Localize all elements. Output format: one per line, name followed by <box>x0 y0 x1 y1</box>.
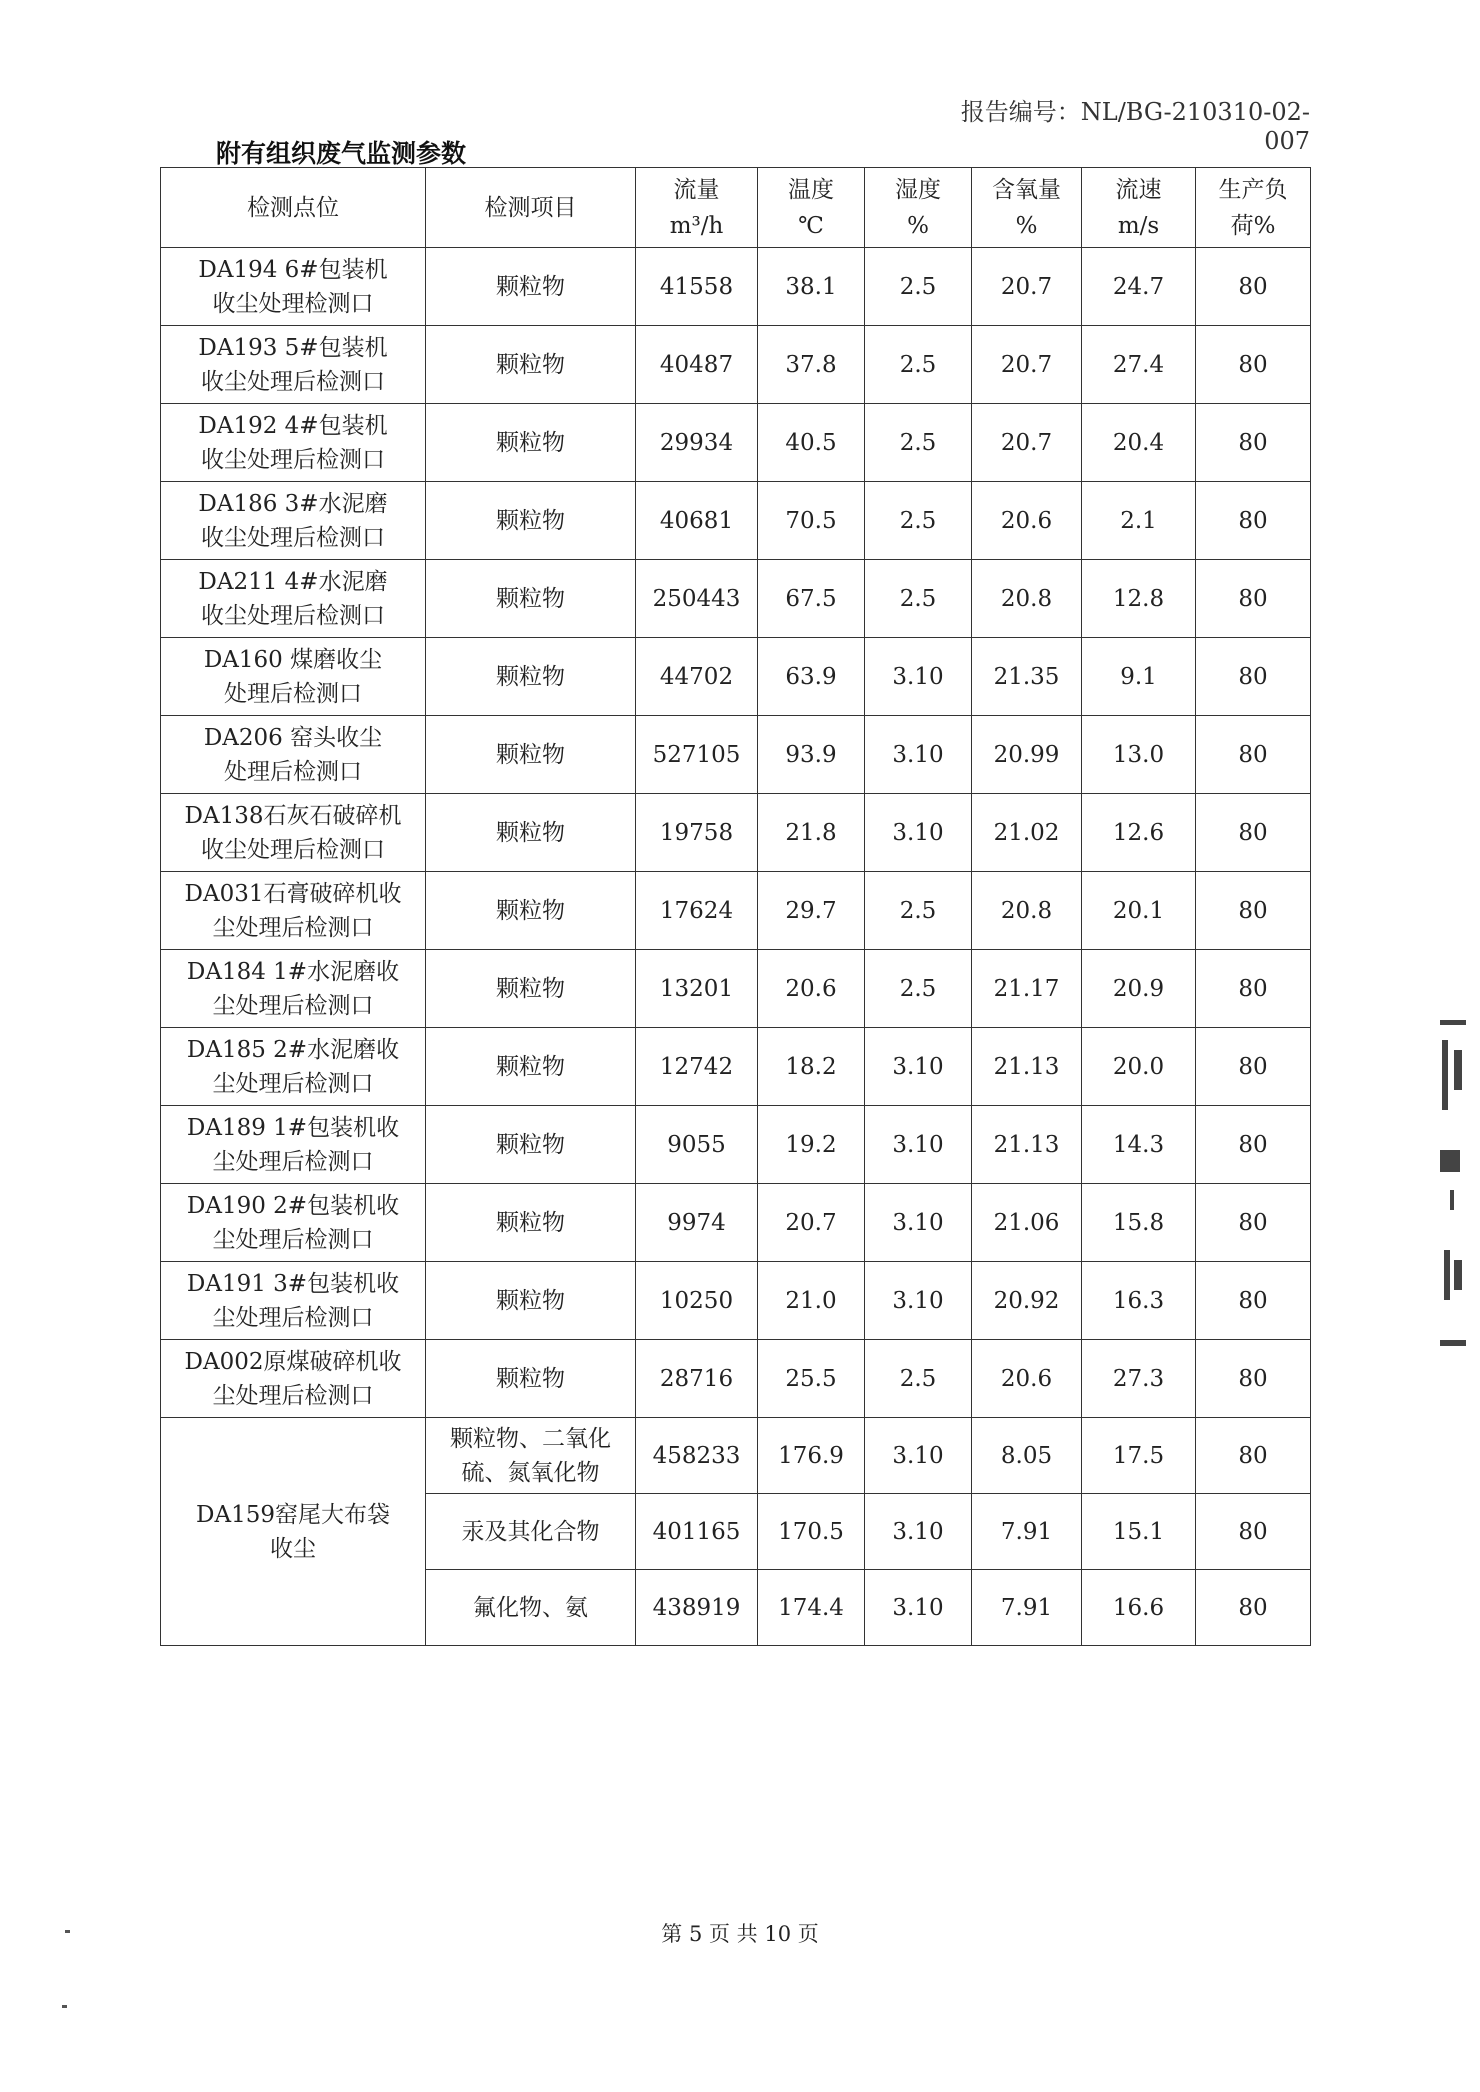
cell-point-line: 处理后检测口 <box>224 680 362 707</box>
cell-point <box>161 716 426 794</box>
cell-item <box>426 1418 636 1494</box>
cell-velocity: 16.3 <box>1082 1262 1196 1340</box>
table-row <box>161 1028 1311 1106</box>
cell-oxygen: 21.06 <box>972 1184 1082 1262</box>
cell-oxygen: 20.7 <box>972 248 1082 326</box>
cell-point <box>161 1028 426 1106</box>
cell-flow: 17624 <box>636 872 758 950</box>
cell-item-line: 汞及其化合物 <box>461 1518 600 1545</box>
cell-point-line: 尘处理后检测口 <box>212 1304 374 1331</box>
cell-point <box>161 1106 426 1184</box>
cell-humidity: 3.10 <box>865 1570 972 1646</box>
table-row <box>161 560 1311 638</box>
cell-oxygen: 21.17 <box>972 950 1082 1028</box>
cell-point-line: DA160 煤磨收尘 <box>203 646 383 673</box>
cell-flow: 29934 <box>636 404 758 482</box>
cell-oxygen: 8.05 <box>972 1418 1082 1494</box>
cell-oxygen: 20.7 <box>972 404 1082 482</box>
table-row <box>161 872 1311 950</box>
cell-temp: 21.0 <box>758 1262 865 1340</box>
cell-item: 颗粒物 <box>426 872 636 950</box>
cell-item-line: 颗粒物、二氧化 <box>450 1425 611 1452</box>
report-number: 报告编号：NL/BG-210310-02-007 <box>960 98 1310 155</box>
header-humidity-unit: % <box>907 212 929 239</box>
header-temp-label: 温度 <box>788 176 834 203</box>
cell-load: 80 <box>1196 716 1311 794</box>
cell-velocity: 27.3 <box>1082 1340 1196 1418</box>
cell-load: 80 <box>1196 1028 1311 1106</box>
cell-humidity: 2.5 <box>865 404 972 482</box>
cell-flow: 250443 <box>636 560 758 638</box>
cell-oxygen: 21.35 <box>972 638 1082 716</box>
cell-point-line: DA185 2#水泥磨收 <box>186 1036 400 1063</box>
header-flow <box>636 168 758 248</box>
cell-point-line: 尘处理后检测口 <box>212 1148 374 1175</box>
cell-load: 80 <box>1196 1418 1311 1494</box>
cell-flow: 28716 <box>636 1340 758 1418</box>
cell-point-line: 收尘处理后检测口 <box>201 446 385 473</box>
cell-item-line: 硫、氮氧化物 <box>461 1459 600 1486</box>
table-row <box>161 1106 1311 1184</box>
header-humidity <box>865 168 972 248</box>
cell-point-line: 收尘处理后检测口 <box>201 368 385 395</box>
cell-point-group-line: 收尘 <box>270 1535 316 1562</box>
cell-point-line: DA190 2#包装机收 <box>186 1192 400 1219</box>
cell-load: 80 <box>1196 326 1311 404</box>
table-row <box>161 404 1311 482</box>
cell-temp: 170.5 <box>758 1494 865 1570</box>
cell-point <box>161 326 426 404</box>
cell-item: 颗粒物 <box>426 1340 636 1418</box>
cell-temp: 19.2 <box>758 1106 865 1184</box>
header-flow-label: 流量 <box>673 176 720 203</box>
cell-humidity: 2.5 <box>865 248 972 326</box>
cell-oxygen: 20.8 <box>972 872 1082 950</box>
cell-temp: 70.5 <box>758 482 865 560</box>
cell-load: 80 <box>1196 1570 1311 1646</box>
cell-velocity: 12.6 <box>1082 794 1196 872</box>
header-temp <box>758 168 865 248</box>
cell-item <box>426 1494 636 1570</box>
cell-item: 颗粒物 <box>426 950 636 1028</box>
cell-velocity: 2.1 <box>1082 482 1196 560</box>
cell-humidity: 3.10 <box>865 1418 972 1494</box>
cell-velocity: 9.1 <box>1082 638 1196 716</box>
table-row <box>161 482 1311 560</box>
header-temp-unit: ℃ <box>798 212 824 239</box>
cell-item: 颗粒物 <box>426 1262 636 1340</box>
cell-velocity: 17.5 <box>1082 1418 1196 1494</box>
cell-temp: 93.9 <box>758 716 865 794</box>
cell-temp: 20.6 <box>758 950 865 1028</box>
cell-point-line: DA138石灰石破碎机 <box>184 802 402 829</box>
header-load <box>1196 168 1311 248</box>
cell-point <box>161 248 426 326</box>
cell-load: 80 <box>1196 482 1311 560</box>
cell-load: 80 <box>1196 1106 1311 1184</box>
cell-temp: 176.9 <box>758 1418 865 1494</box>
cell-flow: 40681 <box>636 482 758 560</box>
cell-point <box>161 560 426 638</box>
cell-velocity: 20.1 <box>1082 872 1196 950</box>
cell-point-group-line: DA159窑尾大布袋 <box>196 1501 390 1528</box>
cell-flow: 41558 <box>636 248 758 326</box>
table-row <box>161 950 1311 1028</box>
cell-flow: 44702 <box>636 638 758 716</box>
cell-temp: 25.5 <box>758 1340 865 1418</box>
cell-point <box>161 482 426 560</box>
cell-item: 颗粒物 <box>426 716 636 794</box>
cell-point-line: DA192 4#包装机 <box>198 412 388 439</box>
header-load-label-1: 生产负 <box>1218 176 1288 203</box>
cell-humidity: 2.5 <box>865 872 972 950</box>
cell-point <box>161 1184 426 1262</box>
table-row <box>161 794 1311 872</box>
header-humidity-label: 湿度 <box>895 176 941 203</box>
cell-humidity: 2.5 <box>865 1340 972 1418</box>
page-footer: 第 5 页 共 10 页 <box>661 1922 819 1946</box>
header-velocity <box>1082 168 1196 248</box>
cell-point-line: DA206 窑头收尘 <box>203 724 383 751</box>
table-row <box>161 716 1311 794</box>
cell-velocity: 20.0 <box>1082 1028 1196 1106</box>
cell-flow: 438919 <box>636 1570 758 1646</box>
cell-load: 80 <box>1196 1340 1311 1418</box>
cell-load: 80 <box>1196 1494 1311 1570</box>
cell-temp: 21.8 <box>758 794 865 872</box>
header-load-label-2: 荷% <box>1230 212 1276 239</box>
cell-point <box>161 1340 426 1418</box>
cell-velocity: 14.3 <box>1082 1106 1196 1184</box>
cell-item: 颗粒物 <box>426 560 636 638</box>
cell-load: 80 <box>1196 638 1311 716</box>
cell-velocity: 13.0 <box>1082 716 1196 794</box>
cell-oxygen: 20.92 <box>972 1262 1082 1340</box>
edge-seal-fragment <box>1440 1020 1470 1440</box>
cell-point-line: 收尘处理后检测口 <box>201 602 385 629</box>
cell-load: 80 <box>1196 872 1311 950</box>
header-oxygen-label: 含氧量 <box>992 176 1061 203</box>
cell-temp: 29.7 <box>758 872 865 950</box>
cell-humidity: 3.10 <box>865 1106 972 1184</box>
cell-flow: 401165 <box>636 1494 758 1570</box>
cell-point <box>161 950 426 1028</box>
header-oxygen <box>972 168 1082 248</box>
cell-point-group <box>161 1418 426 1646</box>
cell-humidity: 2.5 <box>865 326 972 404</box>
cell-item: 颗粒物 <box>426 404 636 482</box>
cell-humidity: 3.10 <box>865 1028 972 1106</box>
cell-item <box>426 1570 636 1646</box>
cell-flow: 10250 <box>636 1262 758 1340</box>
cell-point-line: 尘处理后检测口 <box>212 1226 374 1253</box>
cell-point-line: DA193 5#包装机 <box>198 334 388 361</box>
header-velocity-label: 流速 <box>1115 176 1162 203</box>
cell-velocity: 15.1 <box>1082 1494 1196 1570</box>
cell-oxygen: 21.02 <box>972 794 1082 872</box>
cell-oxygen: 21.13 <box>972 1106 1082 1184</box>
table-row <box>161 326 1311 404</box>
table-row <box>161 1340 1311 1418</box>
cell-oxygen: 20.6 <box>972 482 1082 560</box>
cell-temp: 40.5 <box>758 404 865 482</box>
table-row <box>161 248 1311 326</box>
cell-velocity: 20.4 <box>1082 404 1196 482</box>
monitoring-parameters-table <box>160 167 1311 1646</box>
cell-humidity: 3.10 <box>865 1262 972 1340</box>
cell-oxygen: 20.8 <box>972 560 1082 638</box>
cell-point-line: DA031石膏破碎机收 <box>184 880 402 907</box>
cell-flow: 19758 <box>636 794 758 872</box>
cell-point-line: 处理后检测口 <box>224 758 362 785</box>
cell-load: 80 <box>1196 404 1311 482</box>
cell-load: 80 <box>1196 794 1311 872</box>
cell-item: 颗粒物 <box>426 638 636 716</box>
cell-point <box>161 1262 426 1340</box>
cell-item-line: 氟化物、氨 <box>473 1594 588 1621</box>
cell-humidity: 3.10 <box>865 638 972 716</box>
cell-point-line: DA184 1#水泥磨收 <box>186 958 400 985</box>
cell-humidity: 3.10 <box>865 794 972 872</box>
cell-load: 80 <box>1196 1262 1311 1340</box>
cell-oxygen: 7.91 <box>972 1494 1082 1570</box>
cell-humidity: 2.5 <box>865 950 972 1028</box>
cell-load: 80 <box>1196 248 1311 326</box>
header-velocity-unit: m/s <box>1117 212 1160 239</box>
cell-flow: 9974 <box>636 1184 758 1262</box>
cell-point-line: 尘处理后检测口 <box>212 1382 374 1409</box>
cell-load: 80 <box>1196 1184 1311 1262</box>
cell-point-line: DA189 1#包装机收 <box>186 1114 400 1141</box>
cell-humidity: 2.5 <box>865 482 972 560</box>
cell-oxygen: 7.91 <box>972 1570 1082 1646</box>
cell-flow: 458233 <box>636 1418 758 1494</box>
cell-temp: 37.8 <box>758 326 865 404</box>
scan-speck <box>65 1930 70 1933</box>
cell-humidity: 3.10 <box>865 716 972 794</box>
cell-temp: 63.9 <box>758 638 865 716</box>
table-row <box>161 1418 1311 1494</box>
cell-point-line: DA194 6#包装机 <box>198 256 388 283</box>
cell-point-line: DA211 4#水泥磨 <box>198 568 388 595</box>
cell-load: 80 <box>1196 560 1311 638</box>
cell-temp: 174.4 <box>758 1570 865 1646</box>
cell-velocity: 16.6 <box>1082 1570 1196 1646</box>
cell-point <box>161 794 426 872</box>
cell-velocity: 24.7 <box>1082 248 1196 326</box>
cell-point-line: DA186 3#水泥磨 <box>198 490 388 517</box>
cell-flow: 9055 <box>636 1106 758 1184</box>
cell-flow: 40487 <box>636 326 758 404</box>
cell-temp: 67.5 <box>758 560 865 638</box>
header-oxygen-unit: % <box>1015 212 1038 239</box>
table-body <box>161 248 1311 1646</box>
cell-velocity: 27.4 <box>1082 326 1196 404</box>
header-flow-unit: m³/h <box>669 212 724 239</box>
table-header-row <box>161 168 1311 248</box>
cell-humidity: 3.10 <box>865 1494 972 1570</box>
cell-item: 颗粒物 <box>426 794 636 872</box>
cell-humidity: 3.10 <box>865 1184 972 1262</box>
table-row <box>161 638 1311 716</box>
cell-velocity: 15.8 <box>1082 1184 1196 1262</box>
cell-oxygen: 20.6 <box>972 1340 1082 1418</box>
cell-point-line: DA191 3#包装机收 <box>186 1270 400 1297</box>
cell-point-line: 收尘处理后检测口 <box>201 836 385 863</box>
cell-oxygen: 20.7 <box>972 326 1082 404</box>
cell-point <box>161 638 426 716</box>
cell-temp: 18.2 <box>758 1028 865 1106</box>
cell-item: 颗粒物 <box>426 482 636 560</box>
header-point: 检测点位 <box>161 168 426 248</box>
cell-item: 颗粒物 <box>426 1184 636 1262</box>
cell-point-line: 尘处理后检测口 <box>212 992 374 1019</box>
section-title: 附有组织废气监测参数 <box>216 139 467 168</box>
cell-flow: 527105 <box>636 716 758 794</box>
cell-point <box>161 872 426 950</box>
scan-speck <box>62 2005 67 2008</box>
cell-point <box>161 404 426 482</box>
cell-velocity: 12.8 <box>1082 560 1196 638</box>
cell-temp: 20.7 <box>758 1184 865 1262</box>
header-item: 检测项目 <box>426 168 636 248</box>
cell-humidity: 2.5 <box>865 560 972 638</box>
cell-oxygen: 20.99 <box>972 716 1082 794</box>
cell-point-line: 尘处理后检测口 <box>212 914 374 941</box>
cell-oxygen: 21.13 <box>972 1028 1082 1106</box>
cell-point-line: DA002原煤破碎机收 <box>184 1348 402 1375</box>
cell-item: 颗粒物 <box>426 248 636 326</box>
table-row <box>161 1184 1311 1262</box>
cell-temp: 38.1 <box>758 248 865 326</box>
cell-flow: 12742 <box>636 1028 758 1106</box>
cell-item: 颗粒物 <box>426 1106 636 1184</box>
cell-point-line: 收尘处理后检测口 <box>201 524 385 551</box>
cell-flow: 13201 <box>636 950 758 1028</box>
cell-point-line: 尘处理后检测口 <box>212 1070 374 1097</box>
cell-load: 80 <box>1196 950 1311 1028</box>
table-row <box>161 1262 1311 1340</box>
cell-velocity: 20.9 <box>1082 950 1196 1028</box>
cell-item: 颗粒物 <box>426 1028 636 1106</box>
cell-point-line: 收尘处理检测口 <box>212 290 374 317</box>
cell-item: 颗粒物 <box>426 326 636 404</box>
